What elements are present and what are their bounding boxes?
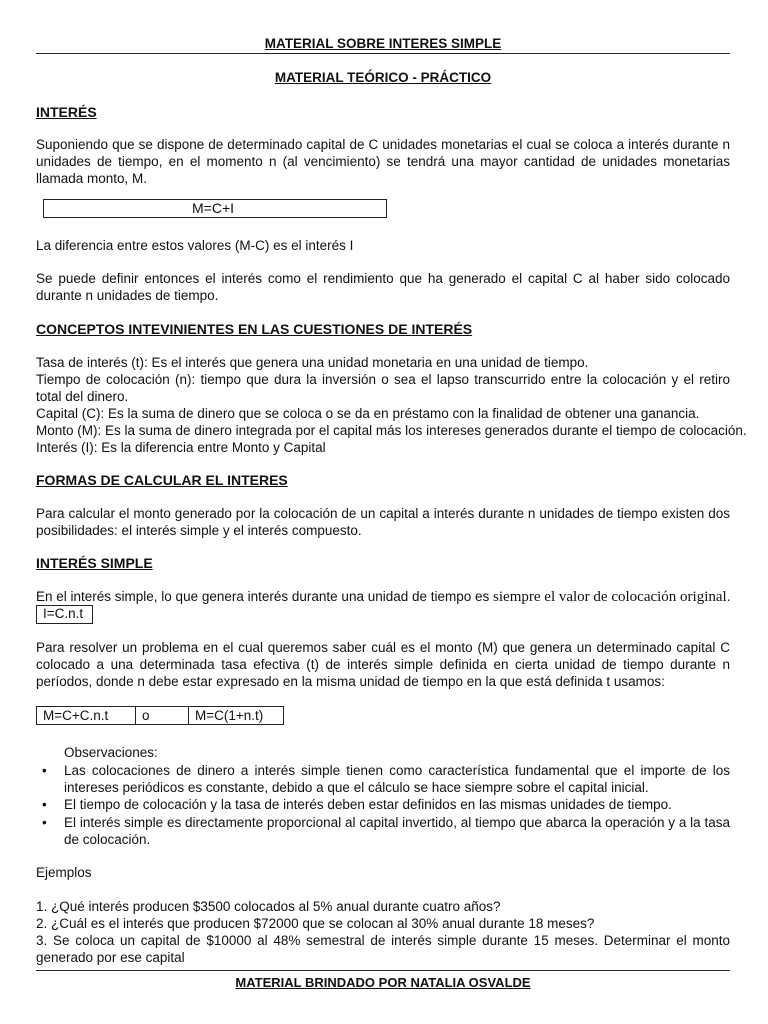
interes-paragraph-2: La diferencia entre estos valores (M-C) es el interés I: [36, 238, 354, 253]
concepto-interes: Interés (I): Es la diferencia entre Monto y Capital: [36, 440, 326, 455]
interes-paragraph-1: Suponiendo que se dispone de determinado capital de C unidades monetarias el cual se coloca a interés durante n unidades de tiempo, en el momento n (al vencimiento) se tendrá una mayor cantidad de unidades monetarias llamada monto, M.: [36, 137, 730, 186]
simple-paragraph-1: [36, 588, 730, 606]
concepto-tasa: Tasa de interés (t): Es el interés que genera una unidad monetaria en una unidad de tiempo.: [36, 355, 589, 370]
ejemplo-item: 2. ¿Cuál es el interés que producen $72000 que se colocan al 30% anual durante 18 meses?: [36, 916, 595, 931]
heading-interes-simple: INTERÉS SIMPLE: [36, 555, 153, 571]
observation-text: Las colocaciones de dinero a interés simple tienen como característica fundamental que el importe de los intereses periódicos es constante, debido a que el cálculo se hace siempre sobre el capital inicial.: [64, 763, 730, 795]
heading-formas: FORMAS DE CALCULAR EL INTERES: [36, 472, 288, 488]
bullet-icon: •: [42, 797, 47, 812]
ejemplo-item: 3. Se coloca un capital de $10000 al 48% semestral de interés simple durante 15 meses. Determinar el monto generado por ese capital: [36, 933, 730, 965]
formula-monto: M=C+I: [192, 200, 235, 216]
concepto-capital: Capital (C): Es la suma de dinero que se coloca o se da en préstamo con la finalidad de obtener una ganancia.: [36, 406, 700, 421]
simple-paragraph-1-start: En el interés simple, lo que genera interés durante una unidad de tiempo es: [36, 589, 494, 604]
formas-paragraph: Para calcular el monto generado por la colocación de un capital a interés durante n unidades de tiempo existen dos posibilidades: el interés simple y el interés compuesto.: [36, 506, 730, 538]
bullet-icon: •: [42, 815, 47, 830]
interes-paragraph-3: Se puede definir entonces el interés como el rendimiento que ha generado el capital C al haber sido colocado durante n unidades de tiempo.: [36, 271, 730, 303]
document-subtitle: MATERIAL TEÓRICO - PRÁCTICO: [274, 70, 492, 85]
header-rule: [36, 53, 730, 54]
simple-paragraph-1-end: .: [726, 589, 731, 604]
formula-cell-2: o: [136, 707, 189, 725]
observation-text: El tiempo de colocación y la tasa de interés deben estar definidos en las mismas unidades de tiempo.: [64, 797, 672, 812]
observaciones-label: Observaciones:: [64, 745, 158, 760]
simple-paragraph-2: Para resolver un problema en el cual queremos saber cuál es el monto (M) que genera un determinado capital C colocado a una determinada tasa efectiva (t) de interés simple definida en cierta unidad de tiempo durante n períodos, donde n debe estar expresado en la misma unidad de tiempo en la que está definida t usamos:: [36, 640, 730, 689]
document-footer: MATERIAL BRINDADO POR NATALIA OSVALDE: [235, 975, 531, 990]
formula-table: [36, 706, 284, 725]
formula-interes: I=C.n.t: [43, 606, 84, 621]
ejemplos-label: Ejemplos: [36, 865, 92, 880]
concepto-tiempo: Tiempo de colocación (n): tiempo que dura la inversión o sea el lapso transcurrido entre la colocación y el retiro total del dinero.: [36, 372, 730, 404]
heading-conceptos: CONCEPTOS INTEVINIENTES EN LAS CUESTIONES DE INTERÉS: [36, 321, 473, 337]
heading-interes: INTERÉS: [36, 104, 97, 120]
concepto-monto: Monto (M): Es la suma de dinero integrada por el capital más los intereses generados durante el tiempo de colocación.: [36, 423, 747, 438]
observation-text: El interés simple es directamente proporcional al capital invertido, al tiempo que abarca la operación y a la tasa de colocación.: [64, 815, 730, 847]
formula-box-interes: [36, 605, 93, 624]
footer-rule: [36, 970, 730, 971]
formula-box-monto: [43, 199, 387, 218]
formula-cell-3: M=C(1+n.t): [189, 707, 284, 725]
bullet-icon: •: [42, 763, 47, 778]
document-header-title: MATERIAL SOBRE INTERES SIMPLE: [264, 36, 502, 51]
simple-paragraph-1-emphasis: siempre el valor de colocación original: [493, 589, 727, 605]
formula-cell-1: M=C+C.n.t: [37, 707, 136, 725]
ejemplo-item: 1. ¿Qué interés producen $3500 colocados al 5% anual durante cuatro años?: [36, 899, 501, 914]
